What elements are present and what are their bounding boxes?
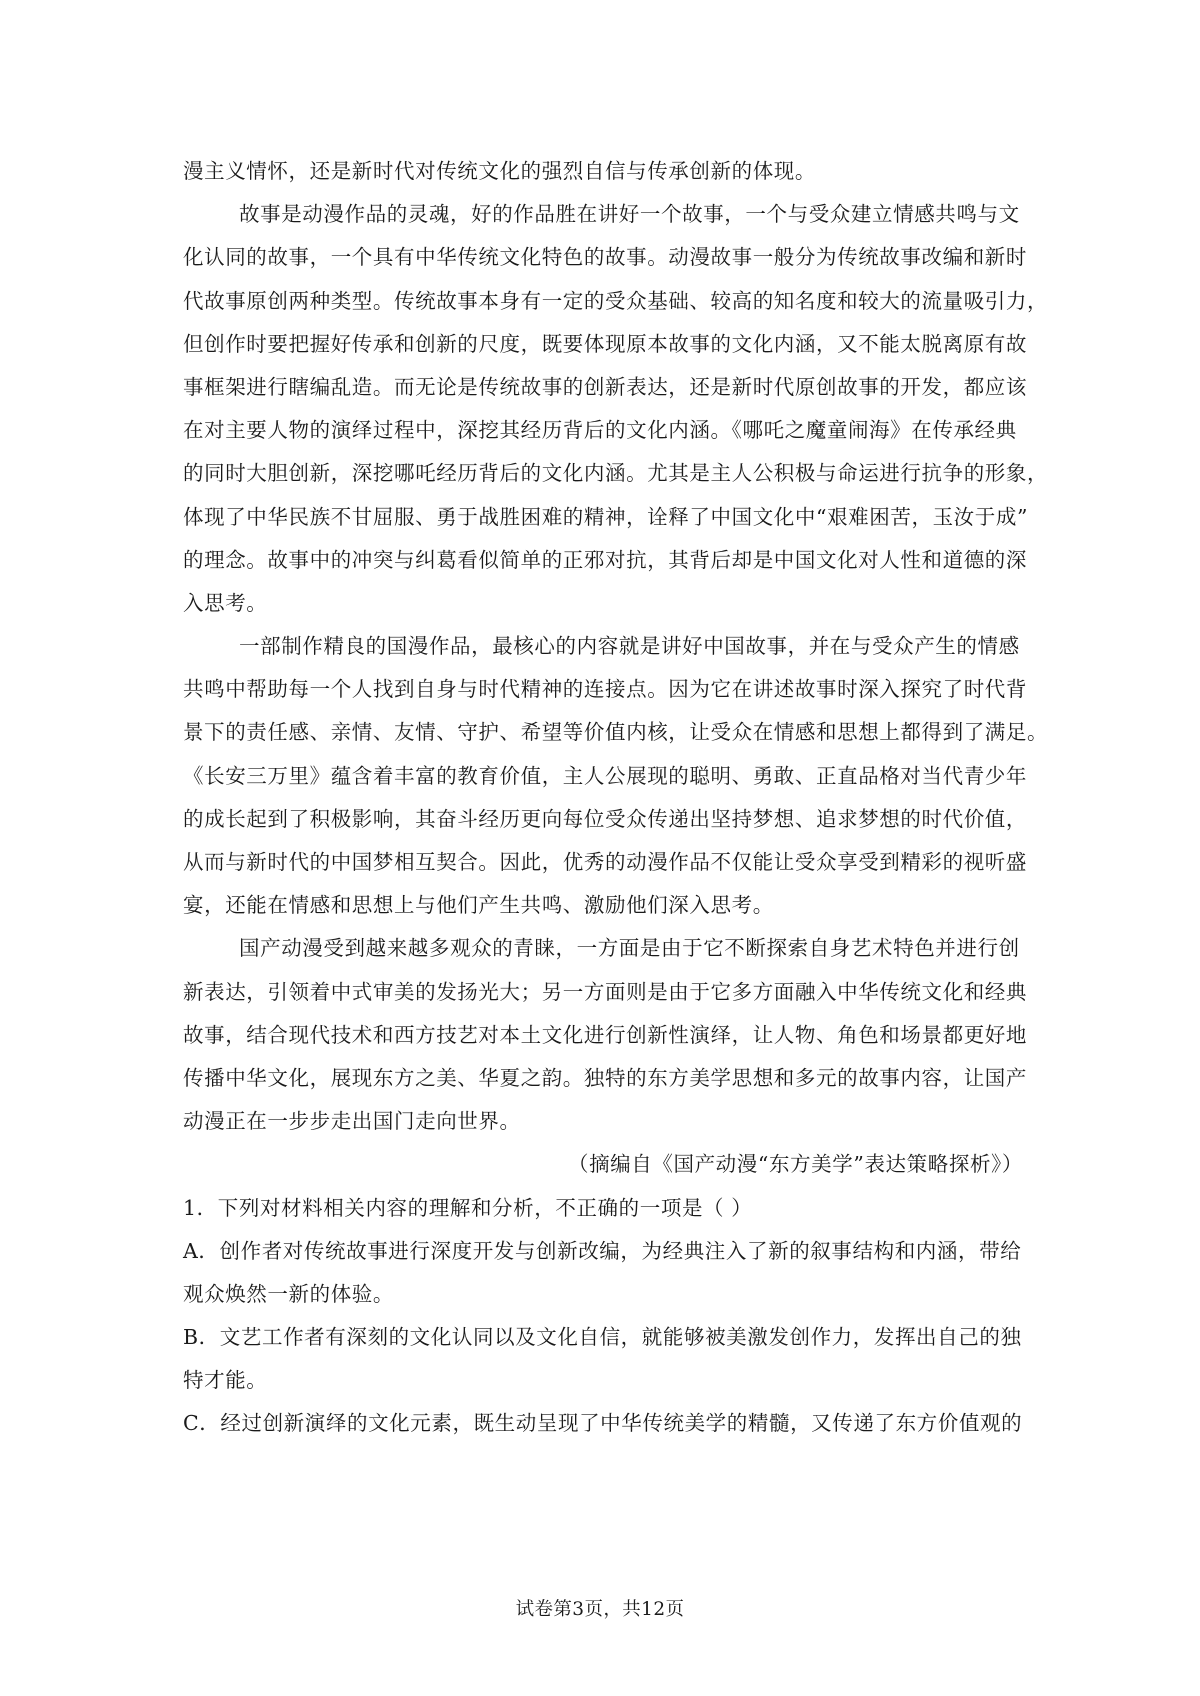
document-body [183,150,1049,1446]
text-line: 传播中华文化，展现东方之美、华夏之韵。独特的东方美学思想和多元的故事内容，让国产 [183,1065,1027,1090]
text-line: 景下的责任感、亲情、友情、守护、希望等价值内核，让受众在情感和思想上都得到了满足。 [183,720,1049,745]
text-line: 一部制作精良的国漫作品，最核心的内容就是讲好中国故事，并在与受众产生的情感 [239,634,1020,659]
option-b: B．文艺工作者有深刻的文化认同以及文化自信，就能够被美激发创作力，发挥出自己的独 [183,1325,1022,1350]
text-line: 体现了中华民族不甘屈服、勇于战胜困难的精神，诠释了中国文化中“艰难困苦，玉汝于成” [183,504,1029,529]
text-line: 故事是动漫作品的灵魂，好的作品胜在讲好一个故事，一个与受众建立情感共鸣与文 [239,202,1020,227]
text-line: 宴，还能在情感和思想上与他们产生共鸣、激励他们深入思考。 [183,893,774,918]
text-line: 的成长起到了积极影响，其奋斗经历更向每位受众传递出坚持梦想、追求梦想的时代价值， [183,806,1027,831]
option-c: C．经过创新演绎的文化元素，既生动呈现了中华传统美学的精髓，又传递了东方价值观的 [183,1411,1023,1436]
text-line: 共鸣中帮助每一个人找到自身与时代精神的连接点。因为它在讲述故事时深入探究了时代背 [183,677,1027,702]
text-line: 故事，结合现代技术和西方技艺对本土文化进行创新性演绎，让人物、角色和场景都更好地 [183,1022,1027,1047]
text-line: 国产动漫受到越来越多观众的青睐，一方面是由于它不断探索自身艺术特色并进行创 [239,936,1020,961]
page-footer: 试卷第3页，共12页 [515,1599,685,1620]
option-a-continued: 观众焕然一新的体验。 [183,1281,394,1306]
text-line: 漫主义情怀，还是新时代对传统文化的强烈自信与传承创新的体现。 [183,159,816,183]
question-stem: 1．下列对材料相关内容的理解和分析，不正确的一项是（ ） [183,1195,753,1220]
text-line: 事框架进行瞎编乱造。而无论是传统故事的创新表达，还是新时代原创故事的开发，都应该 [183,374,1027,399]
text-line: 从而与新时代的中国梦相互契合。因此，优秀的动漫作品不仅能让受众享受到精彩的视听盛 [183,850,1027,874]
text-line: 的同时大胆创新，深挖哪吒经历背后的文化内涵。尤其是主人公积极与命运进行抗争的形象， [183,461,1049,486]
text-line: 代故事原创两种类型。传统故事本身有一定的受众基础、较高的知名度和较大的流量吸引力， [183,288,1049,313]
text-line: 但创作时要把握好传承和创新的尺度，既要体现原本故事的文化内涵，又不能太脱离原有故 [183,331,1027,356]
text-line: 化认同的故事，一个具有中华传统文化特色的故事。动漫故事一般分为传统故事改编和新时 [183,245,1027,270]
option-a: A．创作者对传统故事进行深度开发与创新改编，为经典注入了新的叙事结构和内涵，带给 [183,1238,1022,1263]
option-b-continued: 特才能。 [183,1368,268,1393]
text-line: 入思考。 [183,590,268,615]
text-line: 的理念。故事中的冲突与纠葛看似简单的正邪对抗，其背后却是中国文化对人性和道德的深 [183,547,1027,572]
text-line: 新表达，引领着中式审美的发扬光大；另一方面则是由于它多方面融入中华传统文化和经典 [183,979,1027,1004]
text-line: 动漫正在一步步走出国门走向世界。 [183,1109,521,1134]
source-citation: （摘编自《国产动漫“东方美学”表达策略探析》） [567,1152,1023,1177]
text-line: 《长安三万里》蕴含着丰富的教育价值，主人公展现的聪明、勇敢、正直品格对当代青少年 [183,763,1027,788]
text-line: 在对主要人物的演绎过程中，深挖其经历背后的文化内涵。《哪吒之魔童闹海》在传承经典 [183,418,1017,443]
